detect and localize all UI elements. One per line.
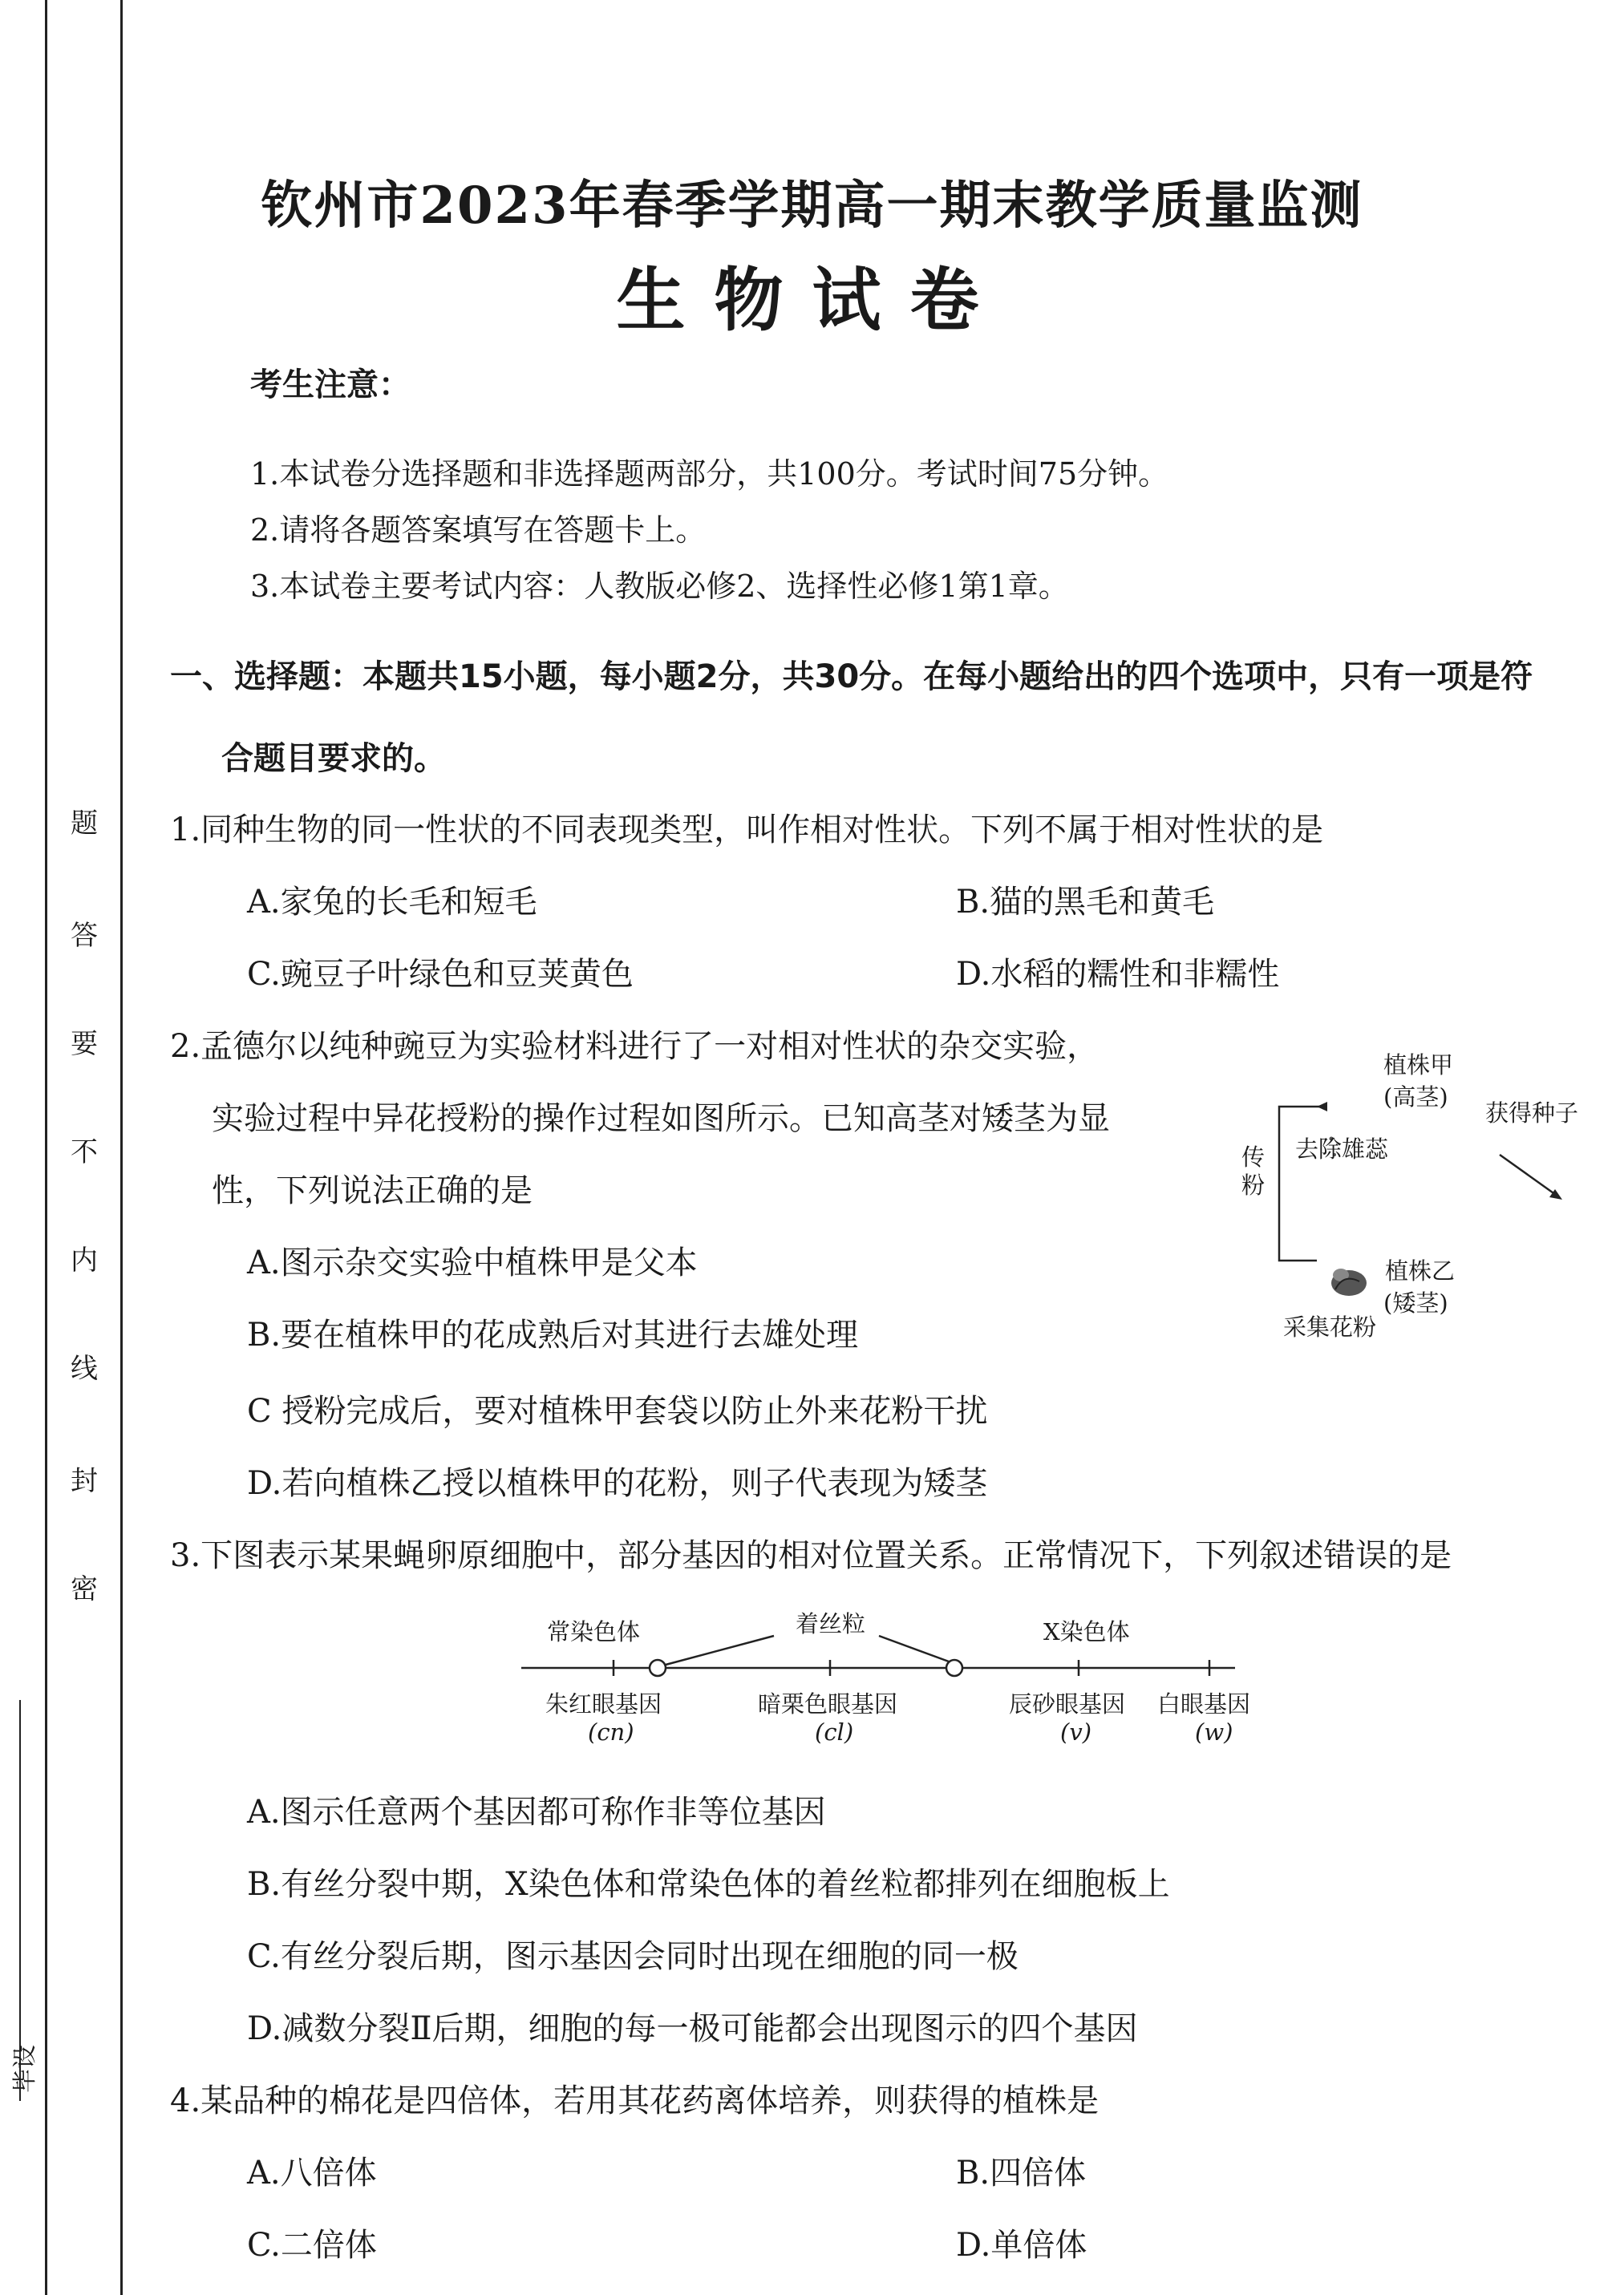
pollination-label: 传 — [1241, 1143, 1266, 1171]
question-2-option-b: B.要在植株甲的花成熟后对其进行去雄处理 — [247, 1317, 859, 1354]
margin-stray-text: 毕设 — [11, 2045, 39, 2093]
plant-a-trait: (高茎) — [1383, 1083, 1448, 1111]
question-2-option-a: A.图示杂交实验中植株甲是父本 — [247, 1245, 698, 1281]
question-3-stem: 3.下图表示某果蝇卵原细胞中，部分基因的相对位置关系。正常情况下，下列叙述错误的是 — [170, 1537, 1452, 1574]
notice-item: 2.请将各题答案填写在答题卡上。 — [250, 512, 707, 548]
exam-title: 钦州市2023年春季学期高一期末教学质量监测 — [261, 176, 1363, 236]
seal-char: 线 — [71, 1353, 98, 1385]
gene-name: 辰砂眼基因 — [1009, 1690, 1126, 1718]
question-1-option-c: C.豌豆子叶绿色和豆荚黄色 — [247, 956, 634, 993]
question-1-stem: 1.同种生物的同一性状的不同表现类型，叫作相对性状。下列不属于相对性状的是 — [170, 812, 1324, 848]
section-instruction: 一、选择题：本题共15小题，每小题2分，共30分。在每小题给出的四个选项中，只有一项是符 — [170, 658, 1533, 695]
gene-symbol: (v) — [1060, 1718, 1092, 1746]
get-seeds-label: 获得种子 — [1485, 1099, 1579, 1127]
centromere-label: 着丝粒 — [796, 1610, 866, 1637]
seal-char: 不 — [71, 1136, 98, 1168]
question-2-stem: 2.孟德尔以纯种豌豆为实验材料进行了一对相对性状的杂交实验， — [170, 1028, 1100, 1065]
question-4-option-c: C.二倍体 — [247, 2227, 377, 2264]
question-2-stem: 性，下列说法正确的是 — [212, 1172, 533, 1209]
collect-pollen-label: 采集花粉 — [1283, 1313, 1377, 1341]
question-4-option-a: A.八倍体 — [247, 2155, 377, 2192]
question-2-stem: 实验过程中异花授粉的操作过程如图所示。已知高茎对矮茎为显 — [212, 1100, 1110, 1137]
notice-heading: 考生注意： — [250, 366, 411, 403]
margin-line-outer — [45, 0, 47, 2295]
question-4-option-b: B.四倍体 — [956, 2155, 1087, 2192]
question-4-stem: 4.某品种的棉花是四倍体，若用其花药离体培养，则获得的植株是 — [170, 2082, 1100, 2119]
seal-char: 要 — [71, 1028, 98, 1060]
question-1-option-d: D.水稻的糯性和非糯性 — [956, 956, 1280, 993]
question-3-option-a: A.图示任意两个基因都可称作非等位基因 — [247, 1794, 826, 1831]
seal-char: 答 — [71, 920, 98, 952]
question-4-option-d: D.单倍体 — [956, 2227, 1087, 2264]
exam-subtitle: 生物试卷 — [616, 260, 1008, 341]
gene-symbol: (cn) — [588, 1718, 634, 1746]
gene-symbol: (w) — [1195, 1718, 1233, 1746]
plant-b-label: 植株乙 — [1385, 1257, 1456, 1285]
pollination-label: 粉 — [1241, 1172, 1266, 1199]
question-3-option-b: B.有丝分裂中期，X染色体和常染色体的着丝粒都排列在细胞板上 — [247, 1866, 1170, 1903]
remove-stamen-label: 去除雄蕊 — [1295, 1135, 1389, 1163]
seal-char: 密 — [71, 1573, 98, 1605]
gene-symbol: (cl) — [815, 1718, 854, 1746]
gene-name: 暗栗色眼基因 — [758, 1690, 898, 1718]
x-chromosome-label: X染色体 — [1043, 1618, 1130, 1645]
seal-char: 题 — [71, 808, 98, 840]
notice-item: 3.本试卷主要考试内容：人教版必修2、选择性必修1第1章。 — [250, 569, 1069, 604]
plant-a-label: 植株甲 — [1383, 1051, 1454, 1079]
notice-item: 1.本试卷分选择题和非选择题两部分，共100分。考试时间75分钟。 — [250, 456, 1169, 492]
question-3-option-c: C.有丝分裂后期，图示基因会同时出现在细胞的同一极 — [247, 1938, 1019, 1975]
seal-char: 内 — [71, 1245, 98, 1277]
question-1-option-b: B.猫的黑毛和黄毛 — [956, 884, 1215, 921]
question-2-option-d: D.若向植株乙授以植株甲的花粉，则子代表现为矮茎 — [247, 1465, 988, 1502]
gene-name: 白眼基因 — [1157, 1690, 1251, 1718]
question-2-option-c: C 授粉完成后，要对植株甲套袋以防止外来花粉干扰 — [247, 1393, 988, 1430]
question-1-option-a: A.家兔的长毛和短毛 — [247, 884, 537, 921]
section-instruction-cont: 合题目要求的。 — [221, 740, 446, 777]
margin-line-inner — [120, 0, 123, 2295]
gene-name: 朱红眼基因 — [545, 1690, 662, 1718]
autosome-label: 常染色体 — [547, 1618, 641, 1645]
plant-b-trait: (矮茎) — [1383, 1289, 1448, 1317]
question-3-option-d: D.减数分裂Ⅱ后期，细胞的每一极可能都会出现图示的四个基因 — [247, 2010, 1138, 2047]
margin-name-underline — [19, 1700, 21, 2101]
seal-char: 封 — [71, 1465, 98, 1497]
plant-b-flower-icon — [1331, 1269, 1367, 1296]
